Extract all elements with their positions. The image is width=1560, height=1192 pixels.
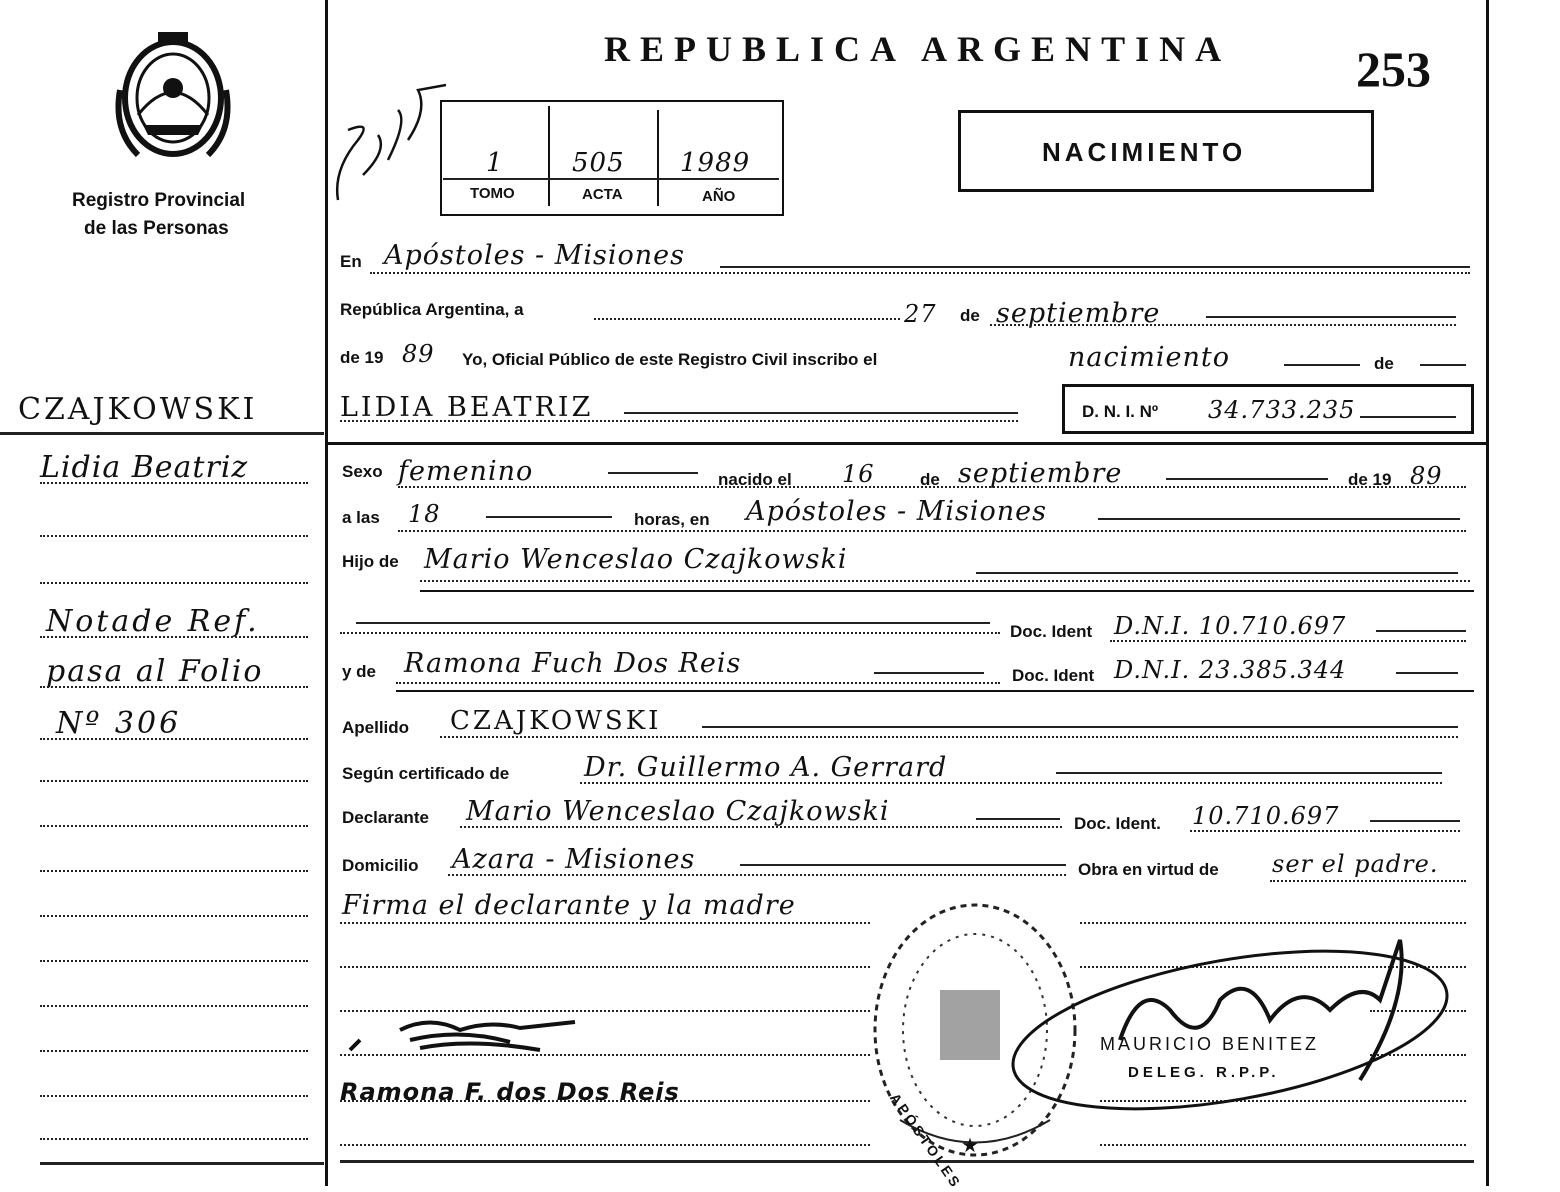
margin-line bbox=[40, 825, 308, 827]
margin-bottom-line bbox=[40, 1162, 324, 1165]
section-divider bbox=[326, 442, 1486, 445]
line bbox=[580, 782, 1442, 784]
line bbox=[1396, 672, 1458, 674]
doc-ident-label: Doc. Ident bbox=[1010, 622, 1093, 641]
father-doc: D.N.I. 10.710.697 bbox=[1114, 612, 1347, 640]
line bbox=[594, 318, 900, 320]
line bbox=[356, 622, 990, 624]
margin-given-names: Lidia Beatriz bbox=[40, 450, 249, 485]
doc-ident-label-2: Doc. Ident bbox=[1012, 666, 1095, 685]
line bbox=[1100, 1144, 1466, 1146]
birth-year-suffix: 89 bbox=[1410, 462, 1443, 490]
line bbox=[370, 272, 1470, 274]
line bbox=[1370, 820, 1460, 822]
republica-label: República Argentina, a bbox=[340, 300, 524, 319]
de-label-3: de bbox=[920, 470, 940, 489]
birth-place: Apóstoles - Misiones bbox=[746, 496, 1048, 527]
line bbox=[1284, 364, 1360, 366]
line bbox=[398, 530, 1466, 532]
line bbox=[874, 672, 984, 674]
line bbox=[1360, 416, 1456, 418]
firma-note: Firma el declarante y la madre bbox=[342, 890, 796, 921]
line bbox=[340, 922, 870, 924]
record-box-divider bbox=[548, 106, 550, 206]
line bbox=[1110, 640, 1466, 642]
stamp-text: APÓSTOLES bbox=[886, 1090, 965, 1192]
registration-place: Apóstoles - Misiones bbox=[384, 240, 686, 271]
sexo-label: Sexo bbox=[342, 462, 383, 481]
acta-label: ACTA bbox=[582, 186, 623, 203]
event-type: nacimiento bbox=[1068, 342, 1230, 373]
apellido-label: Apellido bbox=[342, 718, 410, 737]
country-title: REPUBLICA ARGENTINA bbox=[604, 29, 1232, 69]
margin-line bbox=[40, 1138, 308, 1140]
registration-year-suffix: 89 bbox=[402, 340, 435, 368]
hijo-label: Hijo de bbox=[342, 552, 399, 571]
dni-value: 34.733.235 bbox=[1208, 396, 1356, 424]
margin-note-line3: Nº 306 bbox=[56, 706, 182, 741]
margin-line bbox=[40, 738, 308, 740]
right-border bbox=[1486, 0, 1489, 1186]
birth-month: septiembre bbox=[958, 458, 1123, 489]
margin-line bbox=[40, 1095, 308, 1097]
horas-label: horas, en bbox=[634, 510, 710, 529]
line bbox=[1190, 830, 1460, 832]
oficial-statement: Yo, Oficial Público de este Registro Civil inscribo el bbox=[462, 350, 878, 369]
domicilio-value: Azara - Misiones bbox=[452, 844, 696, 875]
line bbox=[702, 726, 1458, 728]
row-rule bbox=[420, 590, 1474, 592]
line bbox=[624, 412, 1018, 414]
line bbox=[420, 580, 1470, 582]
line bbox=[1166, 478, 1328, 480]
official-title: DELEG. R.P.P. bbox=[1128, 1064, 1280, 1081]
registration-day: 27 bbox=[904, 300, 937, 328]
sexo-value: femenino bbox=[398, 456, 534, 487]
birth-day: 16 bbox=[842, 460, 875, 488]
record-box-divider bbox=[657, 110, 659, 206]
registry-name-line2: de las Personas bbox=[84, 218, 229, 239]
certificado-value: Dr. Guillermo A. Gerrard bbox=[584, 752, 948, 783]
child-name: LIDIA BEATRIZ bbox=[340, 392, 594, 423]
line bbox=[448, 874, 1066, 876]
declarant-signature bbox=[340, 1010, 590, 1070]
declarante-doc: 10.710.697 bbox=[1192, 802, 1340, 830]
line bbox=[1056, 772, 1442, 774]
folio-number: 253 bbox=[1356, 41, 1431, 97]
ano-label: AÑO bbox=[702, 188, 736, 205]
line bbox=[460, 826, 1062, 828]
tomo-label: TOMO bbox=[470, 185, 515, 202]
record-box-rule bbox=[443, 178, 779, 180]
acta-value: 505 bbox=[572, 148, 625, 178]
birth-hour: 18 bbox=[408, 500, 441, 528]
margin-line bbox=[40, 535, 308, 537]
line bbox=[398, 486, 1466, 488]
margin-line bbox=[40, 1005, 308, 1007]
margin-initials bbox=[328, 80, 448, 215]
father-name: Mario Wenceslao Czajkowski bbox=[424, 544, 848, 575]
line bbox=[340, 420, 1018, 422]
de-label-2: de bbox=[1374, 354, 1394, 373]
margin-surname-line bbox=[0, 432, 324, 435]
line bbox=[720, 266, 1470, 268]
line bbox=[976, 818, 1060, 820]
domicilio-label: Domicilio bbox=[342, 856, 419, 875]
line bbox=[340, 966, 870, 968]
margin-line bbox=[40, 780, 308, 782]
declarante-label: Declarante bbox=[342, 808, 429, 827]
line bbox=[740, 864, 1066, 866]
line bbox=[1206, 316, 1456, 318]
svg-text:★: ★ bbox=[961, 1135, 979, 1157]
obra-value: ser el padre. bbox=[1272, 850, 1439, 878]
row-rule bbox=[396, 690, 1474, 692]
margin-line bbox=[40, 582, 308, 584]
line bbox=[990, 324, 1456, 326]
line bbox=[1270, 880, 1466, 882]
registry-name-line1: Registro Provincial bbox=[72, 190, 246, 211]
de-19-label-2: de 19 bbox=[1348, 470, 1392, 489]
official-name: MAURICIO BENITEZ bbox=[1100, 1034, 1320, 1054]
margin-line bbox=[40, 686, 308, 688]
official-signature bbox=[1000, 920, 1470, 1140]
mother-doc: D.N.I. 23.385.344 bbox=[1114, 656, 1347, 684]
en-label: En bbox=[340, 252, 362, 271]
segun-label: Según certificado de bbox=[342, 764, 510, 783]
line bbox=[608, 472, 698, 474]
y-de-label: y de bbox=[342, 662, 377, 681]
margin-line bbox=[40, 915, 308, 917]
margin-note-line2: pasa al Folio bbox=[46, 654, 264, 689]
margin-note-line1: Notade Ref. bbox=[46, 604, 260, 639]
line bbox=[976, 572, 1458, 574]
margin-line bbox=[40, 870, 308, 872]
line bbox=[1098, 518, 1460, 520]
obra-label: Obra en virtud de bbox=[1078, 860, 1219, 879]
line bbox=[440, 736, 1458, 738]
nacido-label: nacido el bbox=[718, 470, 792, 489]
line bbox=[486, 516, 612, 518]
provincial-seal bbox=[108, 30, 238, 170]
line bbox=[340, 632, 1000, 634]
line bbox=[1420, 364, 1466, 366]
ano-value: 1989 bbox=[680, 148, 751, 178]
mother-name: Ramona Fuch Dos Reis bbox=[404, 648, 742, 679]
apellido-value: CZAJKOWSKI bbox=[450, 706, 662, 736]
margin-line bbox=[40, 1050, 308, 1052]
registration-month: septiembre bbox=[996, 298, 1161, 329]
mother-signature: Ramona F. dos Dos Reis bbox=[340, 1078, 680, 1106]
doc-ident-label-3: Doc. Ident. bbox=[1074, 814, 1161, 833]
a-las-label: a las bbox=[342, 508, 380, 527]
margin-surname: CZAJKOWSKI bbox=[18, 392, 258, 427]
line bbox=[340, 1144, 870, 1146]
margin-line bbox=[40, 960, 308, 962]
tomo-value: 1 bbox=[486, 148, 504, 178]
margin-line bbox=[40, 636, 308, 638]
de-label: de bbox=[960, 306, 980, 325]
act-type: NACIMIENTO bbox=[1042, 137, 1247, 167]
margin-line bbox=[40, 482, 308, 484]
declarante-value: Mario Wenceslao Czajkowski bbox=[466, 796, 890, 827]
line bbox=[396, 682, 1000, 684]
de-19-label: de 19 bbox=[340, 348, 384, 367]
dni-label: D. N. I. Nº bbox=[1082, 402, 1159, 421]
line bbox=[1376, 630, 1466, 632]
